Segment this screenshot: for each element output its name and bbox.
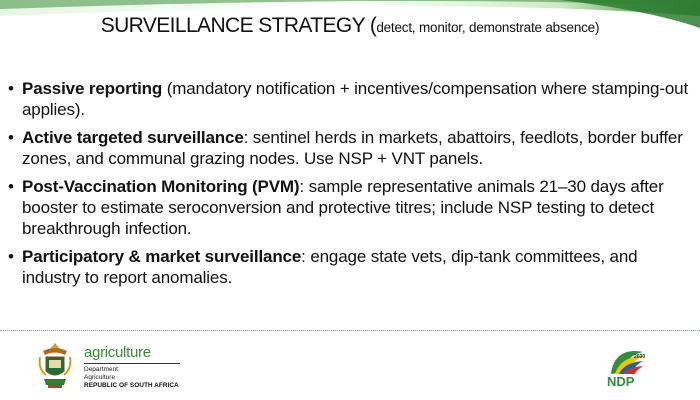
slide-title bbox=[0, 14, 700, 38]
bullet-marker: • bbox=[8, 79, 14, 98]
bullet-marker: • bbox=[8, 128, 14, 147]
bullet-text: (mandatory notification + incentives/compensation where stamping-out applies). bbox=[22, 79, 689, 119]
bullet-text: : engage state vets, dip-tank committees, and industry to report anomalies. bbox=[22, 247, 638, 287]
bullet-item bbox=[8, 78, 696, 120]
title-subtitle: detect, monitor, demonstrate absence) bbox=[376, 20, 600, 35]
bullet-item bbox=[8, 246, 696, 288]
bullet-text: : sample representative animals 21–30 days after booster to estimate seroconversion and protective titres; include NSP testing to detect breakthrough infection. bbox=[22, 177, 664, 238]
logo-rule bbox=[84, 363, 180, 364]
bullet-lead: Passive reporting bbox=[22, 79, 163, 98]
bullet-lead: Active targeted surveillance bbox=[22, 128, 244, 147]
ndp-label: NDP bbox=[607, 374, 635, 388]
ndp-year: 2030 bbox=[634, 354, 646, 360]
department-logo bbox=[84, 345, 194, 390]
bullet-marker: • bbox=[8, 177, 14, 196]
department-label: Department: bbox=[84, 366, 120, 373]
bullet-lead: Post-Vaccination Monitoring (PVM) bbox=[22, 177, 300, 196]
bullet-lead: Participatory & market surveillance bbox=[22, 247, 302, 266]
footer-divider bbox=[0, 330, 700, 331]
country-name: REPUBLIC OF SOUTH AFRICA bbox=[84, 382, 179, 389]
department-name: Agriculture bbox=[84, 374, 116, 381]
bullet-item bbox=[8, 176, 696, 239]
bullet-list bbox=[8, 78, 696, 295]
coat-of-arms-icon bbox=[36, 341, 74, 389]
bullet-item bbox=[8, 127, 696, 169]
bullet-marker: • bbox=[8, 247, 14, 266]
logo-wordmark: agriculture bbox=[84, 344, 151, 361]
ndp-2030-logo bbox=[603, 344, 649, 388]
bullet-text: : sentinel herds in markets, abattoirs, feedlots, border buffer zones, and communal grazing nodes. Use NSP + VNT panels. bbox=[22, 128, 683, 168]
title-main: SURVEILLANCE STRATEGY ( bbox=[100, 14, 377, 37]
